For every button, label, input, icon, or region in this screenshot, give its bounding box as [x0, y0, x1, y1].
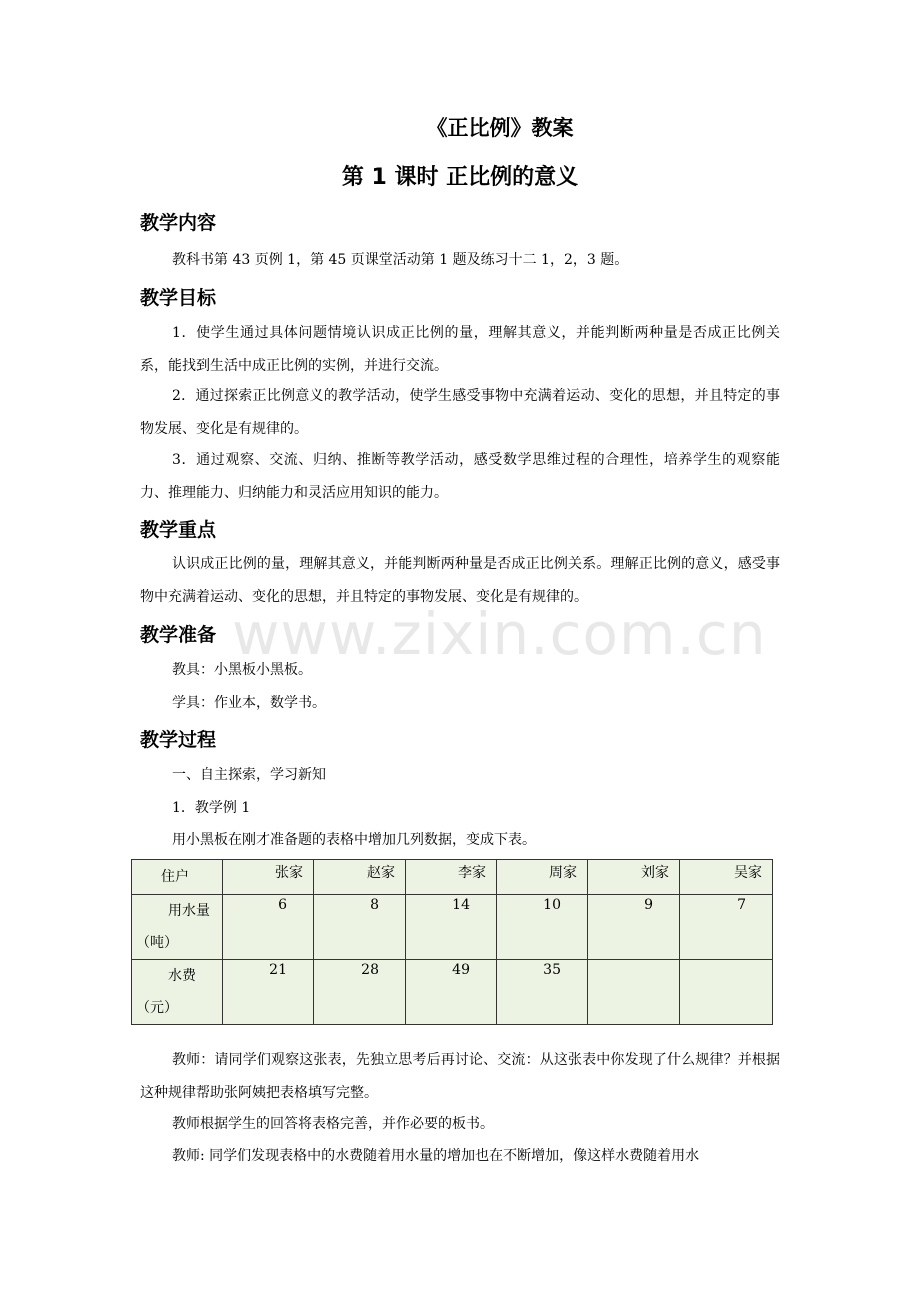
row-label-fee: 水费（元）	[132, 960, 223, 1025]
header-cell: 刘家	[588, 860, 680, 895]
table-cell	[680, 960, 773, 1025]
header-cell: 住户	[132, 860, 223, 895]
prep-student: 学具：作业本，数学书。	[172, 695, 326, 711]
after-paragraph-2: 教师根据学生的回答将表格完善，并作必要的板书。	[172, 1116, 494, 1132]
heading-key: 教学重点	[140, 519, 217, 541]
prep-teacher: 教具：小黑板小黑板。	[172, 662, 312, 678]
heading-process: 教学过程	[140, 729, 217, 751]
heading-content: 教学内容	[140, 212, 217, 234]
table-cell: 9	[588, 895, 680, 960]
after-paragraph-3: 教师: 同学们发现表格中的水费随着用水量的增加也在不断增加，像这样水费随着用水	[172, 1148, 700, 1164]
after-paragraph-1: 教师：请同学们观察这张表，先独立思考后再讨论、交流：从这张表中你发现了什么规律？并根据这种规律帮助张阿姨把表格填写完整。	[140, 1052, 780, 1101]
table-row	[132, 960, 773, 1025]
watermark: www.zixin.com.cn	[232, 600, 767, 668]
goal-item-2: 2．通过探索正比例意义的教学活动，使学生感受事物中充满着运动、变化的思想，并且特定的事物发展、变化是有规律的。	[140, 388, 780, 437]
header-cell: 周家	[497, 860, 588, 895]
goal-item-1: 1．使学生通过具体问题情境认识成正比例的量，理解其意义，并能判断两种量是否成正比例关系，能找到生活中成正比例的实例，并进行交流。	[140, 325, 780, 374]
lesson-subtitle: 第 1 课时 正比例的意义	[341, 165, 579, 190]
table-cell: 10	[497, 895, 588, 960]
water-fee-table	[131, 859, 773, 1025]
process-step-1: 一、自主探索，学习新知	[172, 767, 326, 783]
key-text: 认识成正比例的量，理解其意义，并能判断两种量是否成正比例关系。理解正比例的意义，感受事物中充满着运动、变化的思想，并且特定的事物发展、变化是有规律的。	[140, 556, 780, 605]
table-cell: 6	[223, 895, 314, 960]
header-cell: 赵家	[314, 860, 406, 895]
heading-prep: 教学准备	[140, 624, 217, 646]
table-cell: 21	[223, 960, 314, 1025]
table-cell: 49	[406, 960, 497, 1025]
document-title: 《正比例》教案	[426, 116, 574, 140]
row-label-water: 用水量（吨）	[132, 895, 223, 960]
header-cell: 张家	[223, 860, 314, 895]
heading-goals: 教学目标	[140, 287, 217, 309]
table-cell: 14	[406, 895, 497, 960]
table-header-row	[132, 860, 773, 895]
header-cell: 吴家	[680, 860, 773, 895]
process-step-2: 1．教学例 1	[172, 800, 251, 816]
header-cell: 李家	[406, 860, 497, 895]
table-cell: 7	[680, 895, 773, 960]
table-row	[132, 895, 773, 960]
process-step-3: 用小黑板在刚才准备题的表格中增加几列数据，变成下表。	[172, 832, 536, 848]
table-cell: 8	[314, 895, 406, 960]
goal-item-3: 3．通过观察、交流、归纳、推断等教学活动，感受数学思维过程的合理性，培养学生的观察能力、推理能力、归纳能力和灵活应用知识的能力。	[140, 452, 780, 501]
table-cell: 35	[497, 960, 588, 1025]
table-cell	[588, 960, 680, 1025]
table-cell: 28	[314, 960, 406, 1025]
content-text: 教科书第 43 页例 1，第 45 页课堂活动第 1 题及练习十二 1，2，3 题。	[172, 252, 629, 268]
